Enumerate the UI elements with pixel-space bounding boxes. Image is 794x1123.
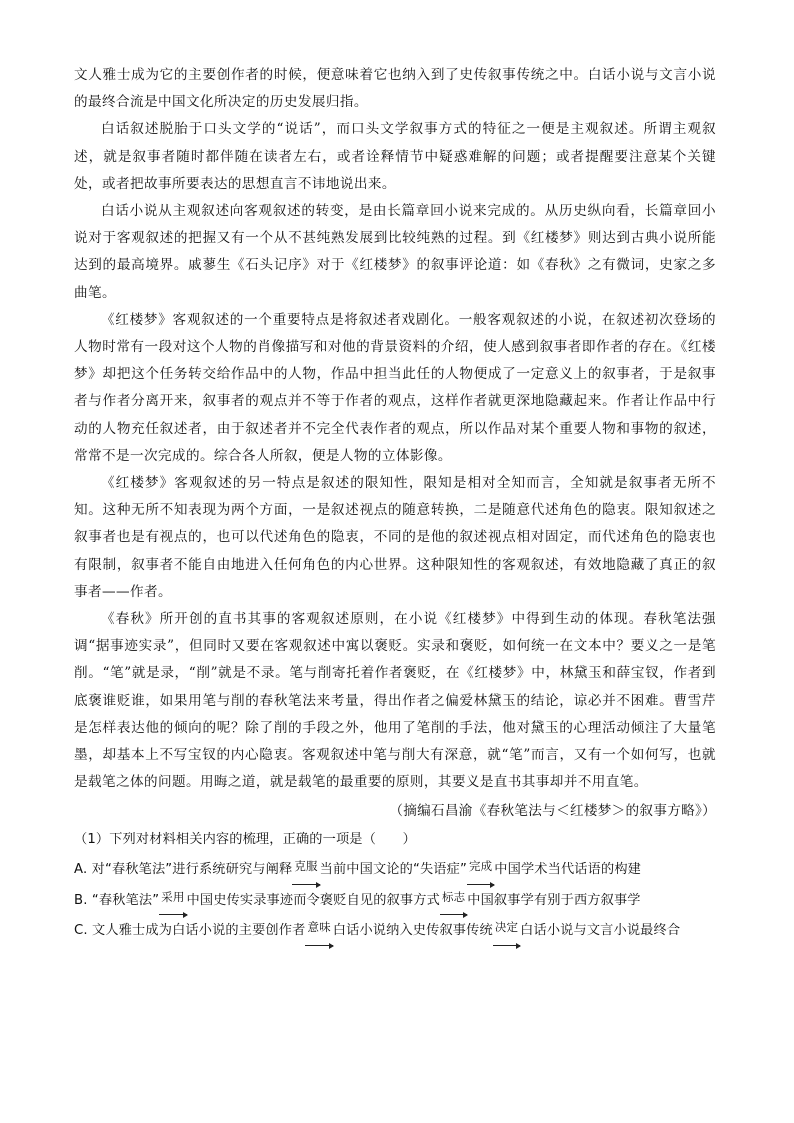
option-c-part2: 白话小说纳入史传叙事传统 [332, 923, 493, 939]
option-a-part1: A. 对“春秋笔法”进行系统研究与阐释 [74, 862, 293, 878]
option-a[interactable] [74, 853, 716, 884]
option-c[interactable] [74, 914, 716, 945]
document-page [74, 62, 716, 945]
option-c-link-arrow-2: 决定 [493, 914, 520, 942]
passage-paragraph-4: 《红楼梦》客观叙述的一个重要特点是将叙述者戏剧化。一般客观叙述的小说，在叙述初次登场的人物时常有一段对这个人物的肖像描写和对他的背景资料的介绍，使人感到叙事者即作者的存在。《红楼梦》却把这个任务转交给作品中的人物，作品中担当此任的人物便成了一定意义上的叙事者，于是叙事者与作者分离开来，叙事者的观点并不等于作者的观点，这样作者就更深地隐藏起来。作者让作品中行动的人物充任叙述者，由于叙述者并不完全代表作者的观点，所以作品对某个重要人物和事物的叙述，常常不是一次完成的。综合各人所叙，便是人物的立体影像。 [74, 311, 716, 464]
option-b-part1: B. “春秋笔法” [74, 892, 160, 908]
option-c-link-arrow-1: 意味 [305, 914, 332, 942]
passage-paragraph-2: 白话叙述脱胎于口头文学的“说话”，而口头文学叙事方式的特征之一便是主观叙述。所谓主观叙述，就是叙事者随时都伴随在读者左右，或者诠释情节中疑惑难解的问题；或者提醒要注意某个关键处，或者把故事所要表达的思想直言不讳地说出来。 [74, 121, 716, 192]
option-a-link-arrow-2: 完成 [467, 853, 494, 881]
passage-paragraph-1: 文人雅士成为它的主要创作者的时候，便意味着它也纳入到了史传叙事传统之中。白话小说与文言小说的最终合流是中国文化所决定的历史发展归指。 [74, 67, 716, 111]
option-b-link-arrow-1: 采用 [159, 884, 186, 912]
option-a-part2: 当前中国文论的“失语症” [319, 862, 467, 878]
option-a-link-arrow-1: 克服 [292, 853, 319, 881]
passage-paragraph-3: 白话小说从主观叙述向客观叙述的转变，是由长篇章回小说来完成的。从历史纵向看，长篇章回小说对于客观叙述的把握又有一个从不甚纯熟发展到比较纯熟的过程。到《红楼梦》则达到古典小说所能达到的最高境界。戚蓼生《石头记序》对于《红楼梦》的叙事评论道：如《春秋》之有微词，史家之多曲笔。 [74, 203, 716, 301]
source-citation: （摘编石昌渝《春秋笔法与＜红楼梦＞的叙事方略》） [389, 803, 716, 820]
question-block [74, 826, 716, 945]
option-c-part1: C. 文人雅士成为白话小说的主要创作者 [74, 923, 306, 939]
option-b-part3: 中国叙事学有别于西方叙事学 [467, 892, 641, 908]
option-b-link-arrow-2: 标志 [440, 884, 467, 912]
option-a-part3: 中国学术当代话语的构建 [494, 862, 641, 878]
passage-paragraph-6: 《春秋》所开创的直书其事的客观叙述原则，在小说《红楼梦》中得到生动的体现。春秋笔法强调“据事迹实录”，但同时又要在客观叙述中寓以褒贬。实录和褒贬，如何统一在文本中？要义之一是笔削。“笔”就是录，“削”就是不录。笔与削寄托着作者褒贬，在《红楼梦》中，林黛玉和薛宝钗，作者到底褒谁贬谁，如果用笔与削的春秋笔法来考量，得出作者之偏爱林黛玉的结论，谅必并不困难。曹雪芹是怎样表达他的倾向的呢？除了削的手段之外，他用了笔削的手法，他对黛玉的心理活动倾注了大量笔墨，却基本上不写宝钗的内心隐衷。客观叙述中笔与削大有深意，就“笔”而言，又有一个如何写，也就是载笔之体的问题。用晦之道，就是载笔的最重要的原则，其要义是直书其事却并不用直笔。 [74, 611, 716, 791]
question-stem: （1）下列对材料相关内容的梳理，正确的一项是（ ） [74, 831, 416, 847]
option-c-part3: 白话小说与文言小说最终合 [520, 923, 681, 939]
option-b-part2: 中国史传实录事迹而令褒贬自见的叙事方式 [186, 892, 440, 908]
passage-paragraph-5: 《红楼梦》客观叙述的另一特点是叙述的限知性，限知是相对全知而言，全知就是叙事者无所不知。这种无所不知表现为两个方面，一是叙述视点的随意转换，二是随意代述角色的隐衷。限知叙述之叙事者也是有视点的，也可以代述角色的隐衷，不同的是他的叙述视点相对固定，而代述角色的隐衷也有限制，叙事者不能自由地进入任何角色的内心世界。这种限知性的客观叙述，有效地隐藏了真正的叙事者——作者。 [74, 475, 716, 600]
option-b[interactable] [74, 884, 716, 915]
